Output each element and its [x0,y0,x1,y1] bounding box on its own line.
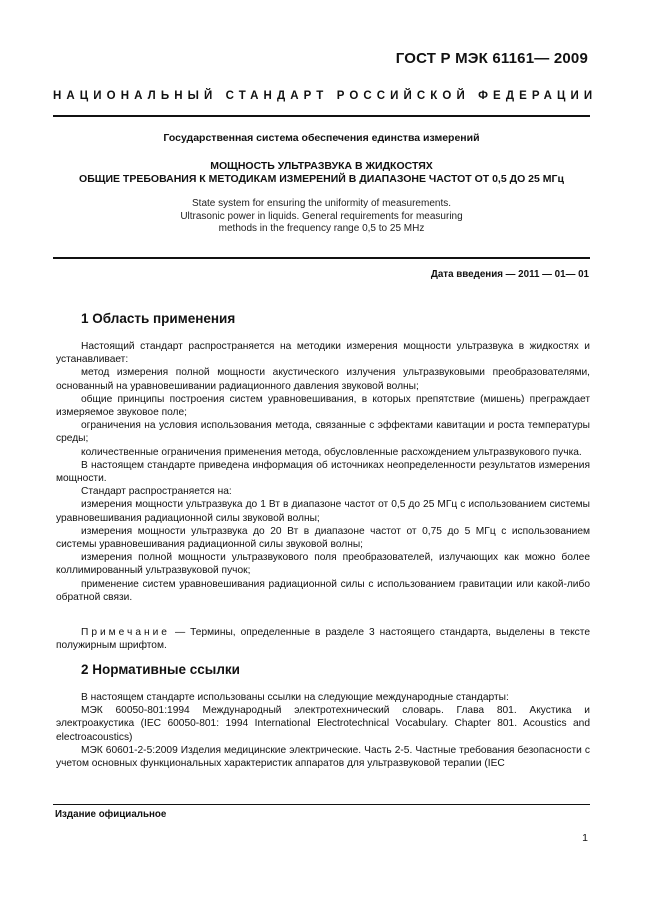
paragraph: количественные ограничения применения метода, обусловленные расхождением ультразвукового пучка. [81,446,582,458]
introduction-date: Дата введения — 2011 — 01— 01 [430,269,589,280]
note-label: Примечание [81,627,170,638]
english-title-line-3: methods in the frequency range 0,5 to 25 MHz [218,223,425,234]
section-2-heading: 2 Нормативные ссылки [81,662,240,677]
english-title-line-1: State system for ensuring the uniformity of measurements. [192,198,451,209]
paragraph: Настоящий стандарт распространяется на методики измерения мощности ультразвука в жидкостях и устанавливает: [56,341,590,366]
document-title [53,160,590,186]
paragraph: измерения мощности ультразвука до 20 Вт в диапазоне частот от 0,75 до 5 МГц с использованием системы уравновешивания радиационной силы звуковой волны; [56,525,590,551]
header-rule [53,115,590,117]
paragraph: Стандарт распространяется на: [81,486,232,498]
paragraph: ограничения на условия использования метода, связанные с эффектами кавитации и роста температуры среды; [56,420,590,445]
paragraph: измерения мощности ультразвука до 1 Вт в диапазоне частот от 0,5 до 25 МГц с использованием системы уравновешивания радиационной силы звуковой волны; [56,499,590,524]
section-2-body [56,691,590,770]
title-rule [53,257,590,259]
section-1-body [56,340,590,604]
paragraph: МЭК 60050-801:1994 Международный электротехнический словарь. Глава 801. Акустика и электроакустика (IEC 60050-801: 1994 International Electrotechnical Vocabulary. Chapter 801. Acoustics and electroacoustics) [56,705,590,743]
english-title-line-2: Ultrasonic power in liquids. General requirements for measuring [180,210,463,222]
paragraph: В настоящем стандарте приведена информация об источниках неопределенности результатов измерения мощности. [56,459,590,485]
note [56,626,590,652]
section-1-heading: 1 Область применения [81,311,236,326]
note-paragraph [56,626,590,652]
footer-rule [53,804,590,805]
paragraph: В настоящем стандарте использованы ссылки на следующие международные стандарты: [81,692,509,703]
title-line-1: МОЩНОСТЬ УЛЬТРАЗВУКА В ЖИДКОСТЯХ [210,160,433,172]
paragraph: МЭК 60601-2-5:2009 Изделия медицинские электрические. Часть 2-5. Частные требования безопасности с учетом основных функциональных характеристик аппаратов для ультразвуковой терапии (IEC [56,744,590,770]
note-text: — Термины, определенные в разделе 3 настоящего стандарта, выделены в тексте полужирным шрифтом. [56,627,590,652]
paragraph: метод измерения полной мощности акустического излучения ультразвуковыми преобразователями, основанный на уравновешивании радиационного давления звуковой волны; [56,367,590,392]
paragraph: общие принципы построения систем уравновешивания, в которых препятствие (мишень) преграждает измеряемое звуковое поле; [56,393,590,419]
paragraph: применение систем уравновешивания радиационной силы с использованием гравитации или какой-либо обратной связи. [56,578,590,603]
english-title [53,198,590,236]
title-line-2: ОБЩИЕ ТРЕБОВАНИЯ К МЕТОДИКАМ ИЗМЕРЕНИЙ В ДИАПАЗОНЕ ЧАСТОТ ОТ 0,5 ДО 25 МГц [79,173,564,185]
page-number: 1 [582,832,588,844]
standard-number: ГОСТ Р МЭК 61161— 2009 [395,50,588,67]
paragraph: измерения полной мощности ультразвукового поля преобразователей, излучающих как можно более коллимированный ультразвуковой пучок; [56,552,590,577]
official-edition-label: Издание официальное [55,809,167,820]
subject-line: Государственная система обеспечения единства измерений [163,132,480,144]
national-standard-title: НАЦИОНАЛЬНЫЙ СТАНДАРТ РОССИЙСКОЙ ФЕДЕРАЦИИ [53,90,598,102]
